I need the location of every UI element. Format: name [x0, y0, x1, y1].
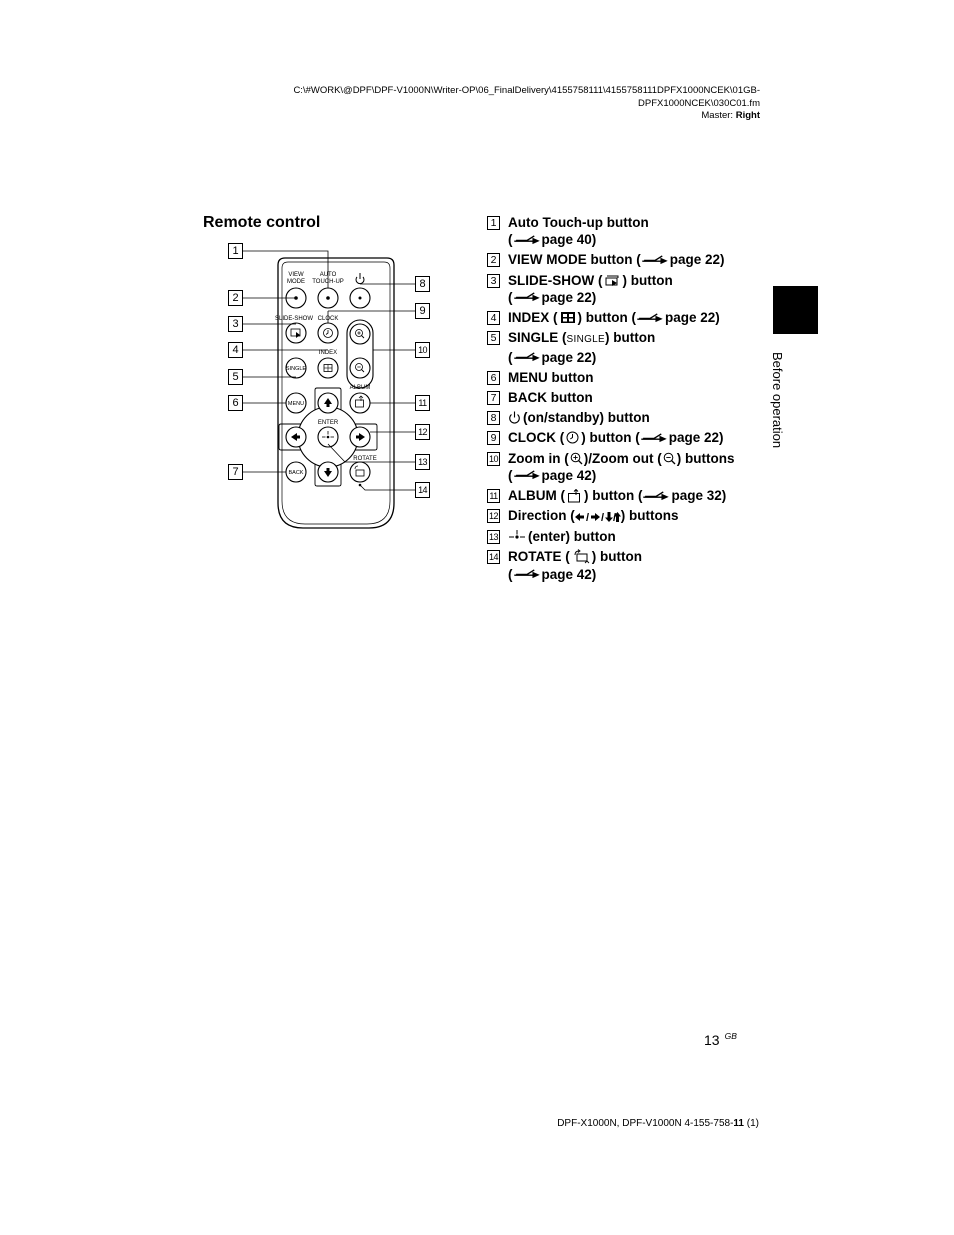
svg-text:/: / [585, 511, 589, 523]
page-ref-arrow-icon [513, 352, 541, 362]
item-number: 4 [487, 311, 500, 325]
list-item: 3 SLIDE-SHOW ( ) button ( page 22) [487, 272, 757, 307]
item-text-post: ) buttons [620, 508, 679, 524]
item-page-ref: page 22) [665, 310, 720, 326]
zoom-in-icon [570, 452, 583, 465]
item-number: 9 [487, 431, 500, 445]
item-text-post: ) button [605, 330, 656, 346]
list-item: 5 SINGLE (SINGLE) button ( page 22) [487, 329, 757, 366]
label-auto-2: TOUCH-UP [312, 279, 344, 285]
item-text: ROTATE ( [508, 548, 570, 564]
item-text: CLOCK ( [508, 430, 565, 446]
page-ref-arrow-icon [513, 470, 541, 480]
footer-models: DPF-X1000N, DPF-V1000N 4-155-758- [557, 1118, 734, 1129]
footer-rev: 11 [733, 1118, 744, 1129]
rotate-icon [572, 549, 590, 564]
callout-2: 2 [228, 290, 243, 306]
direction-arrows-icon [575, 511, 621, 523]
item-text: BACK button [508, 390, 593, 406]
item-text: ALBUM ( [508, 488, 565, 504]
item-text: MENU button [508, 369, 594, 385]
item-text-post: (on/standby) button [523, 410, 650, 426]
item-page-ref: page 32) [671, 488, 727, 504]
label-album: ALBUM [349, 385, 371, 391]
list-item [487, 251, 757, 268]
item-text: VIEW MODE button ( [508, 252, 641, 268]
footer-paren: (1) [746, 1118, 759, 1129]
callout-1: 1 [228, 243, 243, 259]
callout-10: 10 [415, 342, 430, 358]
master-value: Right [735, 110, 760, 121]
item-text: Auto Touch-up button [508, 215, 649, 230]
item-number: 6 [487, 371, 500, 385]
item-page-ref: page 22) [541, 289, 597, 305]
callout-6: 6 [228, 395, 243, 411]
back-button-label: BACK [288, 470, 304, 476]
clock-icon [566, 431, 579, 444]
page-ref-arrow-icon [641, 255, 669, 265]
item-number: 3 [487, 274, 500, 288]
list-item [487, 528, 757, 545]
item-number: 14 [488, 551, 498, 562]
power-icon [508, 411, 521, 424]
list-item [487, 487, 757, 504]
item-page-ref: page 22) [668, 430, 724, 446]
file-path-line2: DPFX1000NCEK\030C01.fm [638, 97, 760, 109]
zoom-in-button[interactable] [350, 324, 370, 344]
remote-control-illustration [200, 238, 440, 538]
list-item [487, 309, 757, 326]
callout-13: 13 [415, 454, 430, 470]
label-view-mode-1: VIEW [288, 272, 304, 278]
item-number: 5 [487, 331, 500, 345]
item-number: 10 [488, 453, 498, 464]
file-path-line1: C:\#WORK\@DPF\DPF-V1000N\Writer-OP\06_FinalDelivery\4155758111\4155758111DPFX1000NCEK\01GB- [293, 85, 760, 96]
item-page-ref: page 22) [669, 252, 725, 268]
item-text: SINGLE ( [508, 330, 567, 346]
list-item [487, 429, 757, 446]
footer-model-info [557, 1118, 759, 1129]
svg-text:/: / [612, 511, 616, 523]
item-page-ref: page 22) [541, 349, 597, 365]
zoom-out-icon [663, 452, 676, 465]
chapter-tab-marker [773, 286, 818, 334]
item-text: INDEX ( [508, 310, 558, 326]
page-ref-arrow-icon [640, 433, 668, 443]
item-number: 1 [487, 216, 500, 230]
svg-text:/: / [600, 511, 604, 523]
enter-icon [508, 530, 526, 543]
album-button[interactable] [350, 393, 370, 413]
callout-5: 5 [228, 369, 243, 385]
page-number-value: 13 [704, 1032, 720, 1048]
page-ref-arrow-icon [513, 569, 541, 579]
item-number: 12 [488, 511, 498, 522]
list-item: 10 Zoom in ( )/Zoom out ( ) buttons ( page 42) [488, 450, 735, 483]
list-item [487, 369, 757, 386]
item-text-post: ) button ( [581, 430, 640, 446]
item-number: 2 [487, 253, 500, 267]
item-text-post: ) button [622, 272, 673, 288]
item-text-mid: )/Zoom out ( [583, 450, 662, 466]
button-description-list [487, 214, 757, 586]
page-ref-arrow-icon [642, 491, 670, 501]
slideshow-icon [605, 274, 621, 287]
menu-button-label: MENU [287, 401, 305, 407]
callout-4: 4 [228, 342, 243, 358]
label-clock: CLOCK [317, 316, 339, 322]
label-enter: ENTER [317, 420, 339, 426]
single-button-label: SINGLE [285, 366, 307, 372]
callout-7: 7 [228, 464, 243, 480]
album-icon [567, 489, 582, 503]
item-text-post: ) button ( [584, 488, 643, 504]
item-page-ref: page 42) [541, 467, 597, 483]
page-ref-arrow-icon [513, 235, 541, 245]
page-number-suffix: GB [724, 1031, 737, 1041]
master-label: Master: [701, 110, 734, 121]
item-text: Zoom in ( [508, 450, 569, 466]
item-text: SLIDE-SHOW ( [508, 272, 603, 288]
item-number: 11 [487, 489, 500, 503]
list-item: 1 Auto Touch-up button ( page 40) [487, 214, 757, 249]
item-text-post: ) button [591, 548, 642, 564]
label-slide-show: SLIDE-SHOW [274, 316, 314, 322]
callout-12: 12 [415, 424, 430, 440]
rotate-button[interactable] [350, 462, 370, 482]
callout-14: 14 [415, 482, 430, 498]
page-ref-arrow-icon [636, 313, 664, 323]
item-text-post: (enter) button [528, 528, 616, 544]
item-text-post: ) buttons [676, 450, 735, 466]
label-rotate: ROTATE [353, 456, 377, 462]
callout-11: 11 [415, 395, 430, 411]
item-text-post: ) button ( [577, 310, 636, 326]
callout-9: 9 [415, 303, 430, 319]
item-page-ref: page 40 [541, 232, 592, 248]
index-icon [560, 311, 576, 324]
item-text: Direction ( [508, 508, 575, 524]
file-path-header [293, 85, 760, 123]
list-item [487, 507, 757, 524]
item-number: 8 [487, 411, 500, 425]
chapter-tab-label: Before operation [770, 352, 785, 449]
single-icon: SINGLE [566, 334, 605, 346]
callout-8: 8 [415, 276, 430, 292]
list-item: 14 ROTATE ( ) button ( page 42) [488, 548, 642, 582]
master-line [293, 110, 760, 123]
page-ref-arrow-icon [513, 292, 541, 302]
section-title: Remote control [203, 214, 321, 231]
zoom-out-button[interactable] [350, 358, 370, 378]
list-item [487, 389, 757, 406]
item-number: 7 [487, 391, 500, 405]
page-number [704, 1031, 737, 1048]
label-index: INDEX [318, 350, 338, 356]
item-number: 13 [488, 531, 498, 542]
item-page-ref: page 42) [541, 566, 597, 582]
list-item [487, 409, 757, 426]
label-view-mode-2: MODE [287, 279, 305, 285]
callout-3: 3 [228, 316, 243, 332]
label-auto-1: AUTO [319, 272, 337, 278]
